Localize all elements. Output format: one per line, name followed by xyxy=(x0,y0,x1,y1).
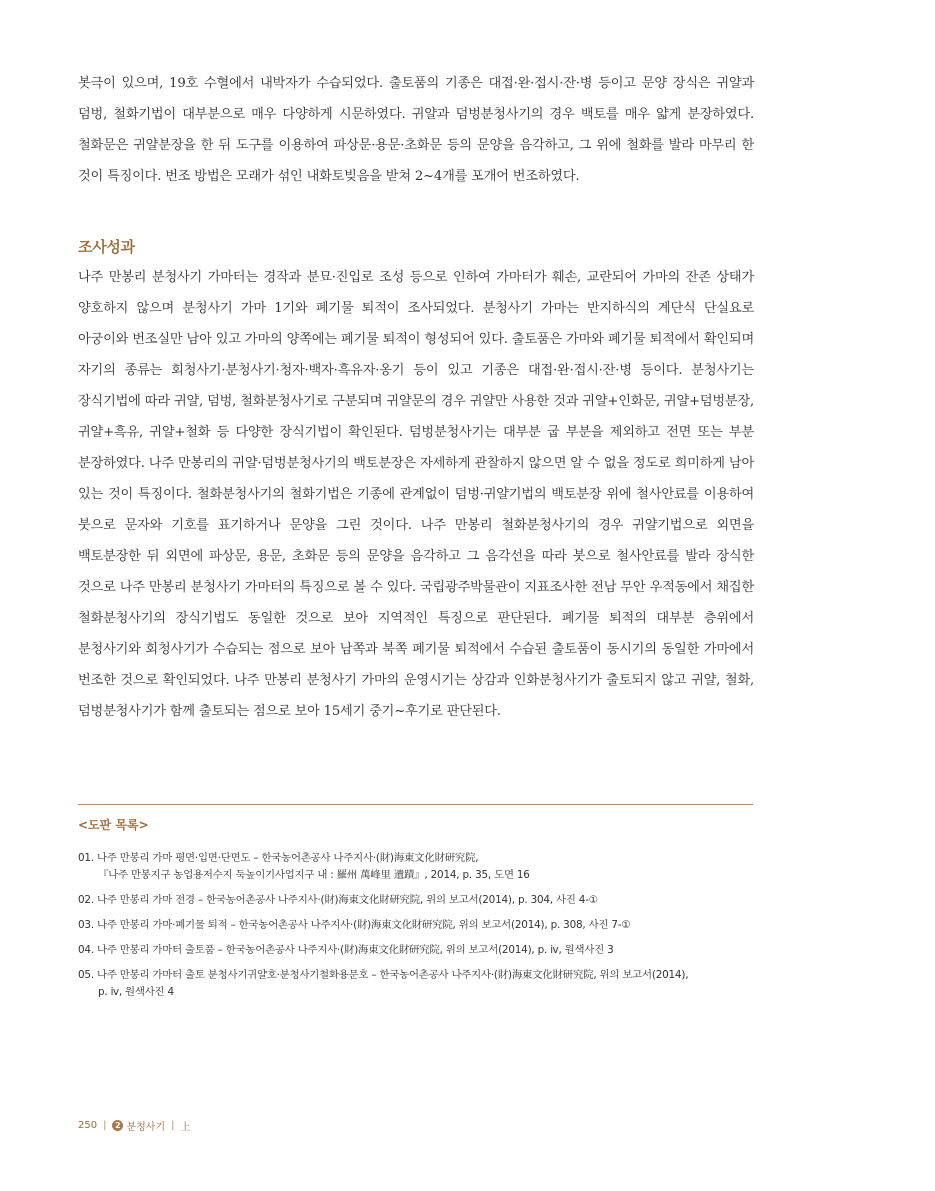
section-heading: 조사성과 xyxy=(78,238,135,256)
page-number: 250 xyxy=(78,1120,98,1131)
volume-part: 上 xyxy=(180,1122,191,1133)
plate-item xyxy=(78,917,768,934)
plate-item-continuation: p. ⅳ, 원색사진 4 xyxy=(98,986,174,998)
plate-item xyxy=(78,850,768,884)
results-paragraph: 나주 만봉리 분청사기 가마터는 경작과 분묘·진입로 조성 등으로 인하여 가마터가 훼손, 교란되어 가마의 잔존 상태가 양호하지 않으며 분청사기 가마 1기와 폐기물 퇴적이 조사되었다. 분청사기 가마는 반지하식의 계단식 단실요로 아궁이와 번조실만 남아 있고 가마의 양쪽에는 폐기물 퇴적이 형성되어 있다. 출토품은 가마와 폐기물 퇴적에서 확인되며 자기의 종류는 회청사기·분청사기·청자·백자·흑유자·옹기 등이 있고 기종은 대접·완·접시·잔·병 등이다. 분청사기는 장식기법에 따라 귀얄, 덤벙, 철화분청사기로 구분되며 귀얄문의 경우 귀얄만 사용한 것과 귀얄+인화문, 귀얄+덤벙분장, 귀얄+흑유, 귀얄+철화 등 다양한 장식기법이 확인된다. 덤벙분청사기는 대부분 굽 부분을 제외하고 전면 또는 부분 분장하였다. 나주 만봉리의 귀얄·덤벙분청사기의 백토분장은 자세하게 관찰하지 않으면 알 수 없을 정도로 희미하게 남아 있는 것이 특징이다. 철화분청사기의 철화기법은 기종에 관계없이 덤벙·귀얄기법의 백토분장 위에 철사안료를 이용하여 붓으로 문자와 기호를 표기하거나 문양을 그린 것이다. 나주 만봉리 철화분청사기의 경우 귀얄기법으로 외면을 백토분장한 뒤 외면에 파상문, 용문, 초화문 등의 문양을 음각하고 그 음각선을 따라 붓으로 철사안료를 발라 장식한 것으로 나주 만봉리 분청사기 가마터의 특징으로 볼 수 있다. 국립광주박물관이 지표조사한 전남 무안 우적동에서 채집한 철화분청사기의 장식기법도 동일한 것으로 보아 지역적인 특징으로 판단된다. 폐기물 퇴적의 대부분 층위에서 분청사기와 회청사기가 수습되는 점으로 보아 남쪽과 북쪽 폐기물 퇴적에서 수습된 출토품이 동시기의 동일한 가마에서 번조한 것으로 확인되었다. 나주 만봉리 분청사기 가마의 운영시기는 상감과 인화분청사기가 출토되지 않고 귀얄, 철화, 덤벙분청사기가 함께 출토되는 점으로 보아 15세기 중기~후기로 판단된다. xyxy=(78,270,754,719)
plate-item xyxy=(78,942,768,959)
section-divider xyxy=(78,804,753,805)
book-title: 분청사기 xyxy=(126,1122,166,1133)
plate-item-line: 04. 나주 만봉리 가마터 출토품 – 한국농어촌공사 나주지사·(財)海東文化財研究院, 위의 보고서(2014), p. ⅳ, 원색사진 3 xyxy=(78,944,614,956)
plate-list xyxy=(78,850,768,1009)
plate-item-line: 02. 나주 만봉리 가마 전경 – 한국농어촌공사 나주지사·(財)海東文化財研究院, 위의 보고서(2014), p. 304, 사진 4-① xyxy=(78,894,598,906)
running-title xyxy=(112,1118,165,1133)
plate-item xyxy=(78,967,768,1001)
plate-list-heading: <도판 목록> xyxy=(78,818,149,832)
volume-number-badge: 2 xyxy=(112,1120,123,1131)
footer-separator: | xyxy=(103,1120,107,1131)
footer-separator: | xyxy=(171,1120,175,1131)
plate-item-line: 01. 나주 만봉리 가마 평면·입면·단면도 – 한국농어촌공사 나주지사·(財)海東文化財研究院, xyxy=(78,852,479,864)
page-footer xyxy=(78,1118,190,1133)
intro-paragraph: 봇극이 있으며, 19호 수혈에서 내박자가 수습되었다. 출토품의 기종은 대접·완·접시·잔·병 등이고 문양 장식은 귀얄과 덤벙, 철화기법이 대부분으로 매우 다양하게 시문하였다. 귀얄과 덤벙분청사기의 경우 백토를 매우 얇게 분장하였다. 철화문은 귀얄분장을 한 뒤 도구를 이용하여 파상문·용문·초화문 등의 문양을 음각하고, 그 위에 철화를 발라 마무리 한 것이 특징이다. 번조 방법은 모래가 섞인 내화토빚음을 받쳐 2~4개를 포개어 번조하였다. xyxy=(78,76,754,184)
plate-item-line: 05. 나주 만봉리 가마터 출토 분청사기귀얄호·분청사기철화용문호 – 한국농어촌공사 나주지사·(財)海東文化財研究院, 위의 보고서(2014), xyxy=(78,969,689,981)
plate-item-continuation: 『나주 만봉지구 농업용저수지 둑높이기사업지구 내 : 羅州 萬峰里 遺蹟』, 2014, p. 35, 도면 16 xyxy=(98,869,530,881)
plate-item xyxy=(78,892,768,909)
plate-item-line: 03. 나주 만봉리 가마·폐기물 퇴적 – 한국농어촌공사 나주지사·(財)海東文化財研究院, 위의 보고서(2014), p. 308, 사진 7-① xyxy=(78,919,631,931)
